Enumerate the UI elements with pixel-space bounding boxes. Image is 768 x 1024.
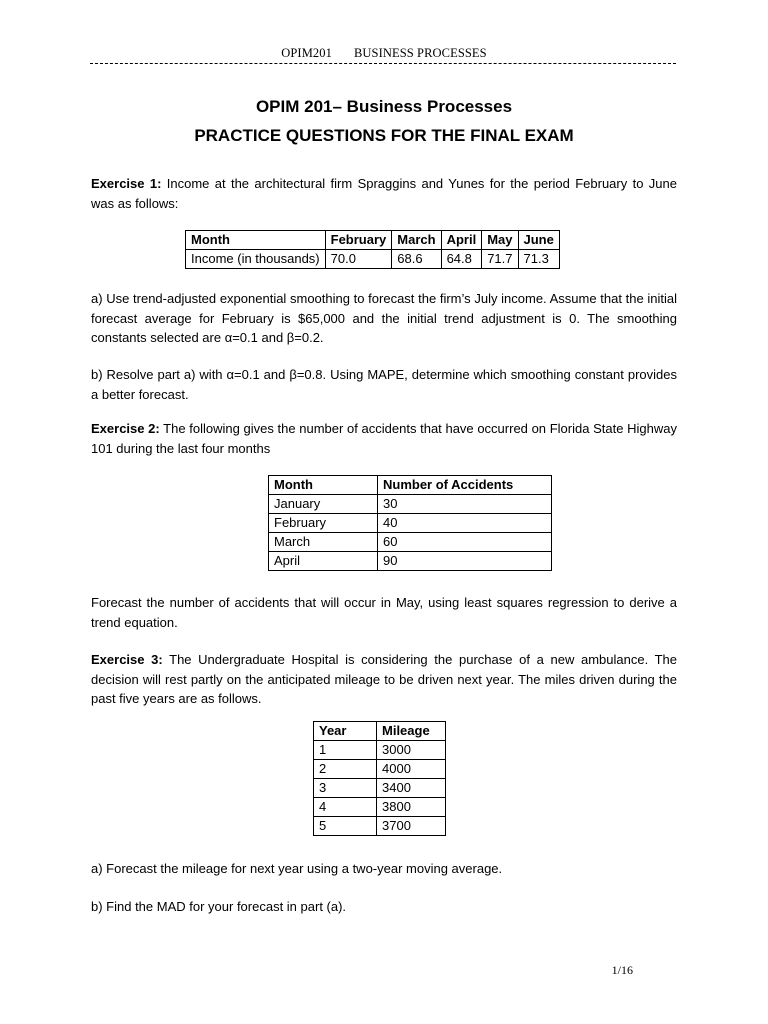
table-cell: 90 (378, 552, 552, 571)
table-row (314, 760, 446, 779)
table-cell: 30 (378, 495, 552, 514)
header-course: OPIM201 (281, 46, 332, 60)
table-row (314, 779, 446, 798)
exercise2-label: Exercise 2: (91, 421, 160, 436)
exercise3-part-b: b) Find the MAD for your forecast in part (a). (91, 899, 347, 914)
accidents-table (268, 475, 552, 571)
table-cell: 4000 (377, 760, 446, 779)
table-cell: 71.3 (518, 250, 559, 269)
table-cell: January (269, 495, 378, 514)
table-row (314, 798, 446, 817)
table-cell: 3 (314, 779, 377, 798)
table-header-cell: Year (314, 722, 377, 741)
table-cell: Income (in thousands) (186, 250, 326, 269)
table-cell: 3800 (377, 798, 446, 817)
exercise1-intro (91, 174, 677, 213)
table-header-cell: Month (269, 476, 378, 495)
table-cell: 5 (314, 817, 377, 836)
table-cell: February (269, 514, 378, 533)
exercise3-text: The Undergraduate Hospital is considering the purchase of a new ambulance. The decision will rest partly on the anticipated mileage to be driven next year. The miles driven during the past five years are as follows. (91, 652, 677, 706)
table-row (269, 514, 552, 533)
exercise2-text: The following gives the number of accidents that have occurred on Florida State Highway 101 during the last four months (91, 421, 677, 456)
exercise1-part-a: a) Use trend-adjusted exponential smoothing to forecast the firm’s July income. Assume that the initial forecast average for February is $65,000 and the initial trend adjustment is 0. The smoothing constants selected are α=0.1 and β=0.2. (91, 291, 677, 345)
document-title: OPIM 201– Business Processes (255, 97, 513, 116)
table-header-cell: Mileage (377, 722, 446, 741)
exercise3-part-a: a) Forecast the mileage for next year using a two-year moving average. (91, 861, 503, 876)
header-rule (90, 63, 676, 64)
table-header-cell: March (392, 231, 441, 250)
table-cell: 68.6 (392, 250, 441, 269)
table-cell: 2 (314, 760, 377, 779)
table-header-cell: June (518, 231, 559, 250)
table-cell: 60 (378, 533, 552, 552)
exercise1-text: Income at the architectural firm Spraggins and Yunes for the period February to June was as follows: (91, 176, 677, 211)
table-cell: 3400 (377, 779, 446, 798)
table-cell: 1 (314, 741, 377, 760)
table-header-cell: May (482, 231, 518, 250)
exercise2-intro (91, 419, 677, 458)
table-cell: 4 (314, 798, 377, 817)
exercise3-label: Exercise 3: (91, 652, 163, 667)
table-cell: 40 (378, 514, 552, 533)
table-row (269, 495, 552, 514)
table-cell: 70.0 (325, 250, 392, 269)
table-header-cell: April (441, 231, 482, 250)
income-table (185, 230, 560, 269)
table-row (314, 817, 446, 836)
exercise1-label: Exercise 1: (91, 176, 162, 191)
page-number: 1/16 (611, 963, 633, 977)
table-cell: April (269, 552, 378, 571)
table-cell: 64.8 (441, 250, 482, 269)
table-cell: 71.7 (482, 250, 518, 269)
table-row (186, 250, 560, 269)
table-header-row (269, 476, 552, 495)
table-header-cell: Month (186, 231, 326, 250)
exercise2-question: Forecast the number of accidents that will occur in May, using least squares regression to derive a trend equation. (91, 595, 677, 630)
running-header (0, 44, 768, 64)
table-header-row (186, 231, 560, 250)
table-header-cell: Number of Accidents (378, 476, 552, 495)
table-row (314, 741, 446, 760)
exercise3-intro (91, 650, 677, 709)
table-row (269, 552, 552, 571)
header-subject: BUSINESS PROCESSES (353, 46, 487, 60)
table-header-cell: February (325, 231, 392, 250)
table-header-row (314, 722, 446, 741)
table-cell: 3700 (377, 817, 446, 836)
document-subtitle: PRACTICE QUESTIONS FOR THE FINAL EXAM (194, 126, 574, 145)
table-cell: 3000 (377, 741, 446, 760)
table-cell: March (269, 533, 378, 552)
exercise1-part-b: b) Resolve part a) with α=0.1 and β=0.8. Using MAPE, determine which smoothing constant provides a better forecast. (91, 367, 677, 402)
table-row (269, 533, 552, 552)
mileage-table (313, 721, 446, 836)
